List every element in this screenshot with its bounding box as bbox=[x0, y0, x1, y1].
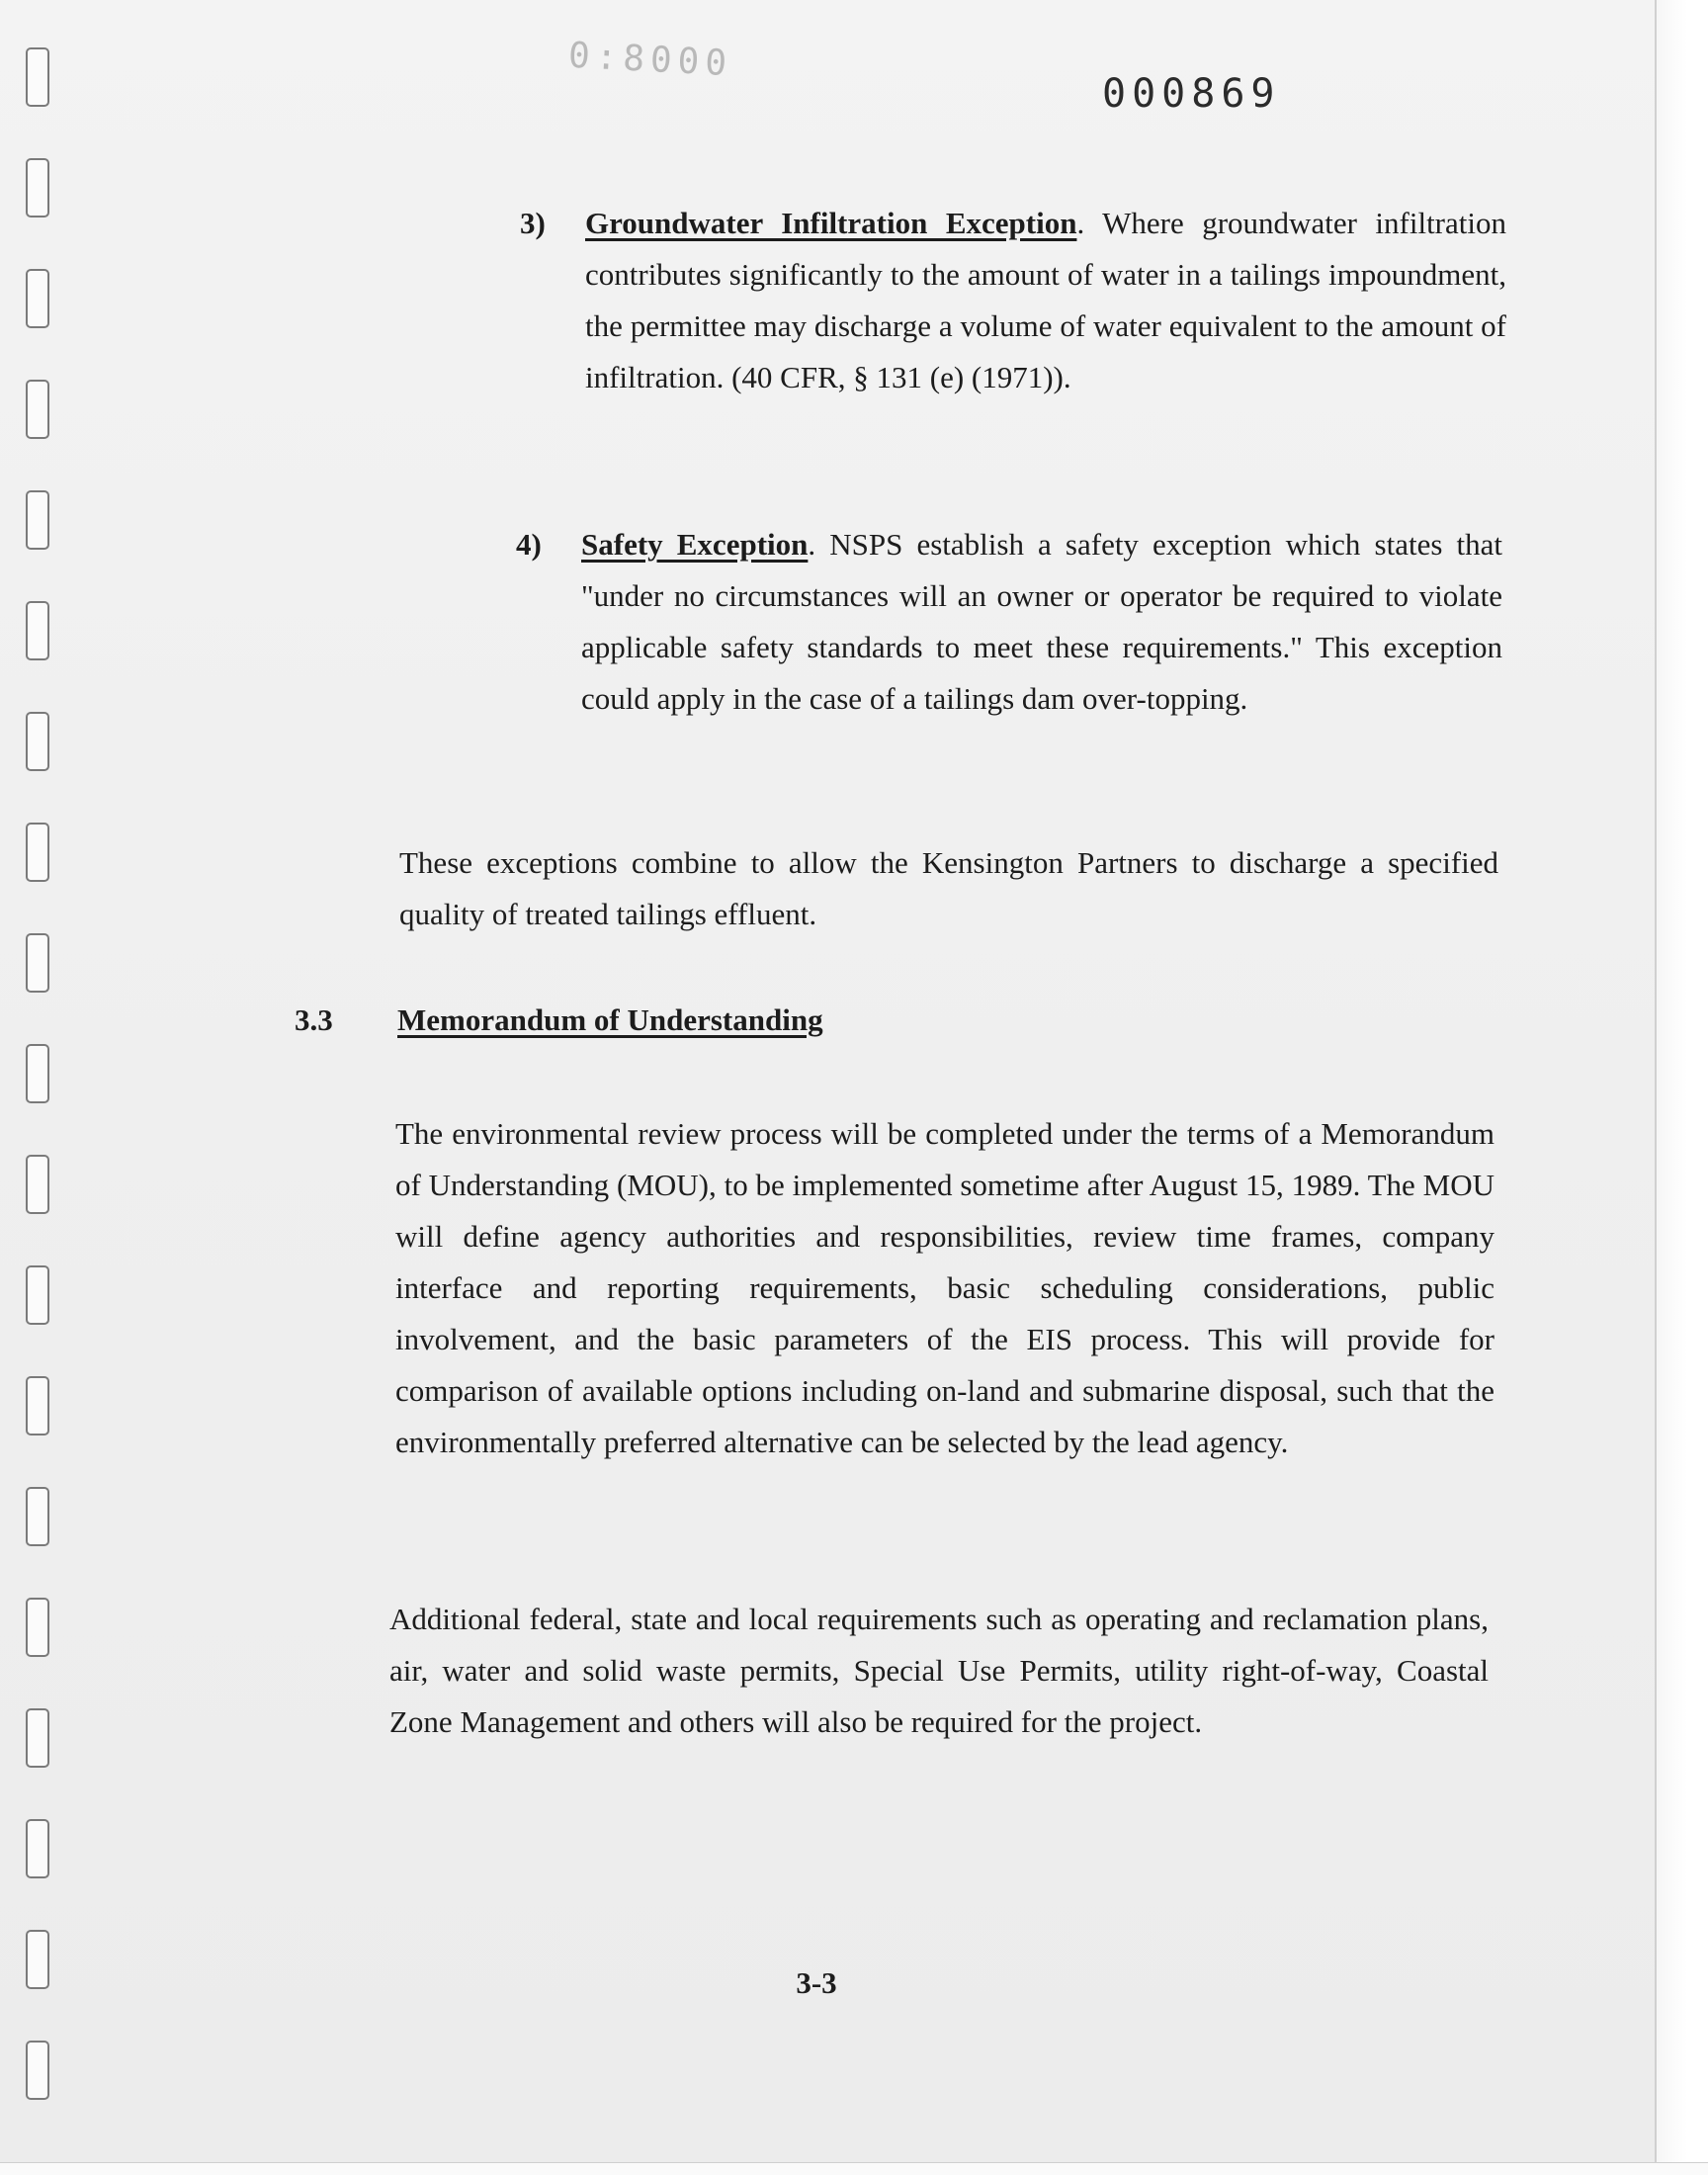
punch-hole-icon bbox=[26, 47, 49, 107]
item-heading: Groundwater Infiltration Exception bbox=[585, 206, 1077, 240]
punch-hole-icon bbox=[26, 1487, 49, 1546]
page-right-edge bbox=[1655, 0, 1708, 2175]
item-body bbox=[585, 198, 1506, 403]
punch-hole-icon bbox=[26, 1819, 49, 1878]
punch-hole-icon bbox=[26, 158, 49, 218]
item-text: . NSPS establish a safety exception which states that "under no circumstances will an owner or operator be required to violate applicable safety standards to meet these requirements." This exception could apply in the case of a tailings dam over-topping. bbox=[581, 527, 1502, 716]
punch-hole-icon bbox=[26, 380, 49, 439]
mou-paragraph: The environmental review process will be completed under the terms of a Memorandum of Understanding (MOU), to be implemented sometime after August 15, 1989. The MOU will define agency authorities and responsibilities, review time frames, company interface and reporting requirements, basic scheduling considerations, public involvement, and the basic parameters of the EIS process. This will provide for comparison of available options including on-land and submarine disposal, such that the environmentally preferred alternative can be selected by the lead agency. bbox=[395, 1116, 1494, 1459]
punch-hole-icon bbox=[26, 933, 49, 993]
list-item bbox=[520, 198, 1508, 465]
punch-hole-icon bbox=[26, 269, 49, 328]
item-body bbox=[581, 519, 1502, 725]
punch-hole-icon bbox=[26, 2041, 49, 2100]
punch-hole-icon bbox=[26, 1155, 49, 1214]
summary-paragraph: These exceptions combine to allow the Kensington Partners to discharge a specified quality of treated tailings effluent. bbox=[399, 845, 1498, 931]
punch-hole-icon bbox=[26, 712, 49, 771]
page-bottom-edge bbox=[0, 2162, 1708, 2175]
punch-hole-icon bbox=[26, 1265, 49, 1325]
punch-hole-icon bbox=[26, 1598, 49, 1657]
punch-hole-icon bbox=[26, 823, 49, 882]
item-number: 3) bbox=[520, 206, 546, 240]
punch-hole-icon bbox=[26, 1376, 49, 1436]
punch-hole-icon bbox=[26, 490, 49, 550]
punch-hole-icon bbox=[26, 601, 49, 660]
list-item bbox=[516, 519, 1504, 786]
binder-punch-holes bbox=[20, 0, 79, 2175]
bates-number: 000869 bbox=[1102, 71, 1281, 117]
item-heading: Safety Exception bbox=[581, 527, 809, 562]
section-title: Memorandum of Understanding bbox=[397, 1002, 823, 1037]
additional-requirements-paragraph: Additional federal, state and local requirements such as operating and reclamation plans, air, water and solid waste permits, Special Use Permits, utility right-of-way, Coastal Zone Management and others will also be required for the project. bbox=[389, 1602, 1489, 1739]
punch-hole-icon bbox=[26, 1708, 49, 1768]
item-number: 4) bbox=[516, 527, 542, 562]
page-number: 3-3 bbox=[796, 1965, 837, 2000]
bates-number-faded: 0:8000 bbox=[567, 35, 734, 85]
section-number: 3.3 bbox=[295, 1002, 333, 1037]
item-text: . Where groundwater infiltration contributes significantly to the amount of water in a tailings impoundment, the permittee may discharge a volume of water equivalent to the amount of infiltration. (40 CFR, § 131 (e) (1971)). bbox=[585, 206, 1506, 394]
punch-hole-icon bbox=[26, 1044, 49, 1103]
